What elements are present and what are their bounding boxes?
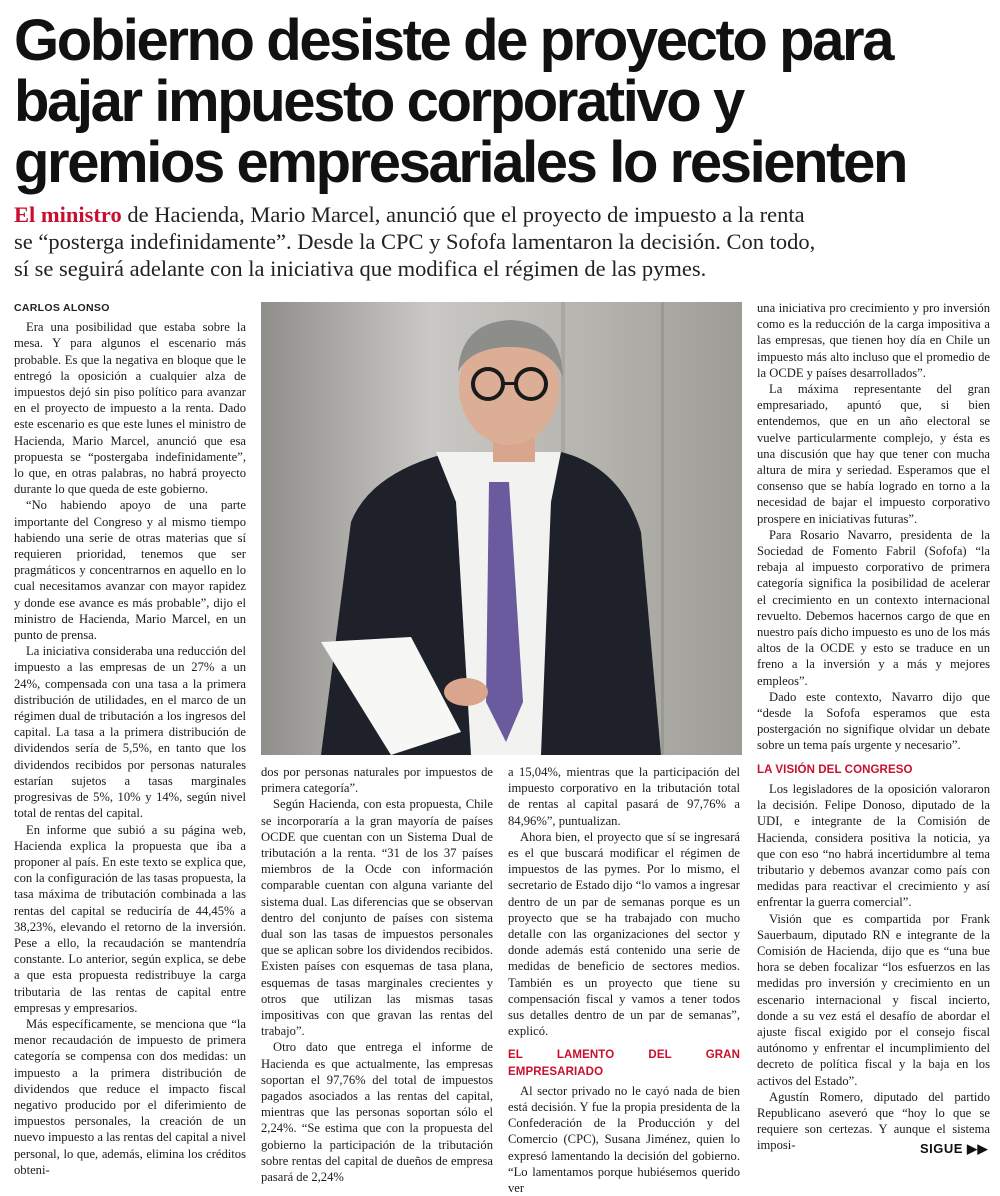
continue-marker: SIGUE ▶▶ — [919, 1141, 988, 1156]
deck-text: de Hacienda, Mario Marcel, anunció que el proyecto de impuesto a la renta — [121, 202, 805, 227]
deck-line: se “posterga indefinidamente”. Desde la CPC y Sofofa lamentaron la decisión. Con todo, — [14, 229, 816, 254]
paragraph: Dado este contexto, Navarro dijo que “desde la Sofofa esperamos que esta postergación no signifique olvidar un debate sobre un tema país urgente y necesario”. — [757, 689, 990, 753]
paragraph: a 15,04%, mientras que la participación del impuesto corporativo en la tributación total de rentas al capital pasará de 97,76% a 84,96%”, puntualizan. — [508, 765, 740, 828]
column-4 — [757, 300, 990, 1154]
column-3 — [508, 764, 740, 1196]
deck-line — [14, 201, 990, 228]
headline-line: bajar impuesto corporativo y — [14, 69, 743, 134]
paragraph: Agustín Romero, diputado del partido Republicano aseveró que “hoy lo que se requiere son certezas. Y aunque el sistema imposi- — [757, 1089, 990, 1153]
headline-line: Gobierno desiste de proyecto para — [14, 8, 893, 73]
headline — [14, 10, 994, 193]
deck — [14, 201, 990, 282]
paragraph: Otro dato que entrega el informe de Hacienda es que actualmente, las empresas soportan el 97,76% del total de impuestos pagados asociados a las rentas del capital, mientras que las personas soportan sólo el 2,24%. “Se estima que con la propuesta del gobierno la participación de la tributación sobre rentas del capital de dueños de empresa pasará de 2,24% — [261, 1040, 493, 1185]
paragraph: Más específicamente, se menciona que “la menor recaudación de impuesto de primera categoría se compensa con dos medidas: un impuesto a la primera distribución de dividendos que reduce el impacto fiscal negativo producido por el diferimiento de impuestos personales, la creación de un nuevo impuesto a las rentas del capital a nivel personal, lo que, además, elimina los créditos obteni- — [14, 1016, 246, 1177]
paragraph: una iniciativa pro crecimiento y pro inversión como es la reducción de la carga impositiva a las empresas, que tienen hoy día en Chile un impuesto más alto incluso que el promedio de la OCDE y países desarrollados”. — [757, 301, 990, 380]
photo-illustration — [261, 302, 742, 755]
paragraph: La iniciativa consideraba una reducción del impuesto a las empresas de un 27% a un 24%, compensada con una tasa a la primera distribución de utilidades, en el marco de un régimen dual de tributación a los ingresos del capital. La tasa a la primera distribución de dividendos sería de 5,5%, en tanto que los dividendos recibidos por personas naturales estarían sujetos a tasas marginales progresivas de 5%, 10% y 14%, según nivel total de rentas del capital. — [14, 644, 246, 821]
subheading: EL LAMENTO DEL GRAN EMPRESARIADO — [508, 1049, 740, 1078]
paragraph: Los legisladores de la oposición valoraron la decisión. Felipe Donoso, diputado de la UDI, e integrante de la Comisión de Hacienda, considera positiva la noticia, ya que con eso “no habrá incertidumbre al tema tributario y debemos avanzar como país con medidas para reactivar el crecimiento y así enfrentar la guerra comercial”. — [757, 781, 990, 910]
paragraph: Era una posibilidad que estaba sobre la mesa. Y para algunos el escenario más probable. Es que la negativa en bloque que le entregó la oposición a cualquier alza de impuestos dejó sin piso político para avanzar en el proyecto de impuesto a la renta. Dado este escenario es que este lunes el ministro de Hacienda, Mario Marcel, anunció que esa propuesta se “postergaba indefinidamente”, lo que, en otras palabras, no habrá proyecto durante lo que queda de este gobierno. — [14, 320, 246, 497]
column-1 — [14, 300, 246, 1178]
headline-line: gremios empresariales lo resienten — [14, 130, 906, 195]
byline: CARLOS ALONSO — [14, 302, 110, 314]
paragraph: La máxima representante del gran empresariado, apuntó que, si bien entendemos, que en un año electoral se vuelve particularmente complejo, y ésta es una discusión que hay que tener con mucha altura de mira y seriedad. Esperamos que el consenso que se había logrado en torno a la necesidad de bajar el impuesto corporativo prospere en iniciativas futuras”. — [757, 382, 990, 526]
paragraph: Según Hacienda, con esta propuesta, Chile se incorporaría a la gran mayoría de países OCDE que cuentan con un Sistema Dual de tributación a la renta. “31 de los 37 países miembros de la Ocde con información comparable cuentan con alguna variante del sistema dual. Las diferencias que se observan dentro del conjunto de países con sistema dual son las tasas de impuestos personales que se aplican sobre los dividendos recibidos. Existen países con esquemas de tasa plana, esquemas de tasas marginales crecientes y otros que utilizan las mismas tasas impositivas con que gravan las rentas del trabajo”. — [261, 797, 493, 1039]
paragraph: En informe que subió a su página web, Hacienda explica la propuesta que iba a proponer al país. En este texto se explica que, con la configuración de las tasas propuesta, la tasa máxima de tributación combinada a las rentas del capital se reduciría de 44,45% a 38,23%, elevando el retorno de la inversión. Pese a ello, la recaudación se mantendría constante. Lo anterior, según explica, se debe a que esta propuesta redistribuye la carga tributaria de las rentas de capital entre empresas y empresarios. — [14, 822, 246, 1015]
deck-lead: El ministro — [14, 202, 122, 227]
paragraph: “No habiendo apoyo de una parte importante del Congreso y al mismo tiempo habiendo una serie de otras materias que sí requieren prioridad, tenemos que ser pragmáticos y concentrarnos en aquello en lo cual necesitamos avanzar con mayor rapidez y donde ese avance es más probable”, dijo el ministro de Hacienda, Mario Marcel, en un punto de prensa. — [14, 498, 246, 643]
paragraph: Al sector privado no le cayó nada de bien está decisión. Y fue la propia presidenta de la Confederación de la Producción y del Comercio (CPC), Susana Jiménez, quien lo expresó lamentando la decisión del gobierno. “Lo lamentamos porque hubiésemos querido ver — [508, 1083, 740, 1196]
article-photo — [261, 302, 742, 755]
column-2 — [261, 764, 493, 1185]
paragraph: dos por personas naturales por impuestos de primera categoría”. — [261, 765, 493, 796]
paragraph: Ahora bien, el proyecto que sí se ingresará es el que buscará modificar el régimen de impuestos de las pymes. Por lo mismo, el secretario de Estado dijo “lo vamos a ingresar dentro de un par de semanas porque es un proyecto que se ha trabajado con mucho detalle con las organizaciones del sector y donde además está contenido una serie de medidas de beneficio de sectores medios. También es un proyecto que tiene su compensación fiscal y vamos a tener todos sus detalles dentro de un par de semanas”, explicó. — [508, 829, 740, 1039]
paragraph: Visión que es compartida por Frank Sauerbaum, diputado RN e integrante de la Comisión de Hacienda, dijo que es “una bue hora se deben focalizar “los esfuerzos en las medidas pro inversión y crecimiento en un escenario internacional y fiscal incierto, donde a su vez está el desafío de abordar el ajuste fiscal exigido por el consejo fiscal autónomo y enfrentar el incumplimiento del decreto de política fiscal y la baja en los activos del Estado”. — [757, 911, 990, 1088]
subheading: LA VISIÓN DEL CONGRESO — [757, 763, 913, 776]
paragraph: Para Rosario Navarro, presidenta de la Sociedad de Fomento Fabril (Sofofa) “la rebaja al impuesto corporativo de primera categoría significa la posibilidad de acelerar el crecimiento en un contexto internacional revuelto. Debemos hacernos cargo de que en nuestro país dicho impuesto es uno de los más altos de la OCDE y esto se traduce en un freno a la inversión y a más y mejores empleos”. — [757, 527, 990, 688]
deck-line: sí se seguirá adelante con la iniciativa que modifica el régimen de las pymes. — [14, 256, 707, 281]
